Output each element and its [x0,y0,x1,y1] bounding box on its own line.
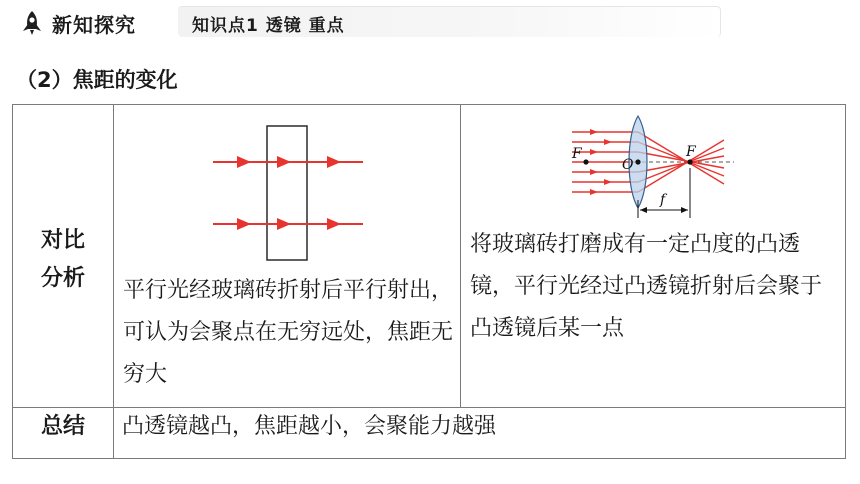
section-title: 新知探究 [52,13,136,37]
right-focus-point [687,159,692,164]
summary-text: 凸透镜越凸，焦距越小，会聚能力越强 [114,408,846,459]
convex-lens-diagram [462,106,844,224]
ray-arrow [277,156,291,168]
ray-arrow [237,156,251,168]
glass-brick [267,126,307,260]
ray-arrow [327,218,341,230]
convex-lens-cell [461,105,846,408]
table-row [13,408,846,459]
row-label-line2: 分析 [40,266,85,291]
subheading: （2）焦距的变化 [16,68,178,92]
dimension-arrow-right [681,207,688,213]
glass-brick-cell [114,105,461,408]
topic-label: 知识点1 透镜 重点 [192,16,345,36]
focal-length-label: f [660,192,666,208]
rocket-icon [20,10,44,36]
left-focus-label: F [572,146,582,162]
convex-lens-description: 将玻璃砖打磨成有一定凸度的凸透镜，平行光经过凸透镜折射后会聚于凸透镜后某一点 [470,232,823,341]
glass-brick-figure [115,106,459,270]
dimension-arrow-left [640,207,647,213]
ray-arrow [327,156,341,168]
topic-banner [178,6,721,37]
center-label: O [622,157,634,173]
summary-label: 总结 [13,408,114,459]
left-focus-point [583,159,588,164]
header-bar [14,4,722,38]
optical-center-point [635,159,640,164]
glass-brick-diagram [115,106,459,270]
glass-brick-description: 平行光经玻璃砖折射后平行射出，可认为会聚点在无穷远处，焦距无穷大 [123,278,454,387]
row-label-cell [13,105,114,408]
convex-lens-figure [462,106,844,224]
right-focus-label: F [686,144,696,160]
ray-arrow [277,218,291,230]
table-row [13,105,846,408]
ray-arrow [237,218,251,230]
comparison-table [12,104,846,459]
row-label-line1: 对比 [40,228,85,253]
